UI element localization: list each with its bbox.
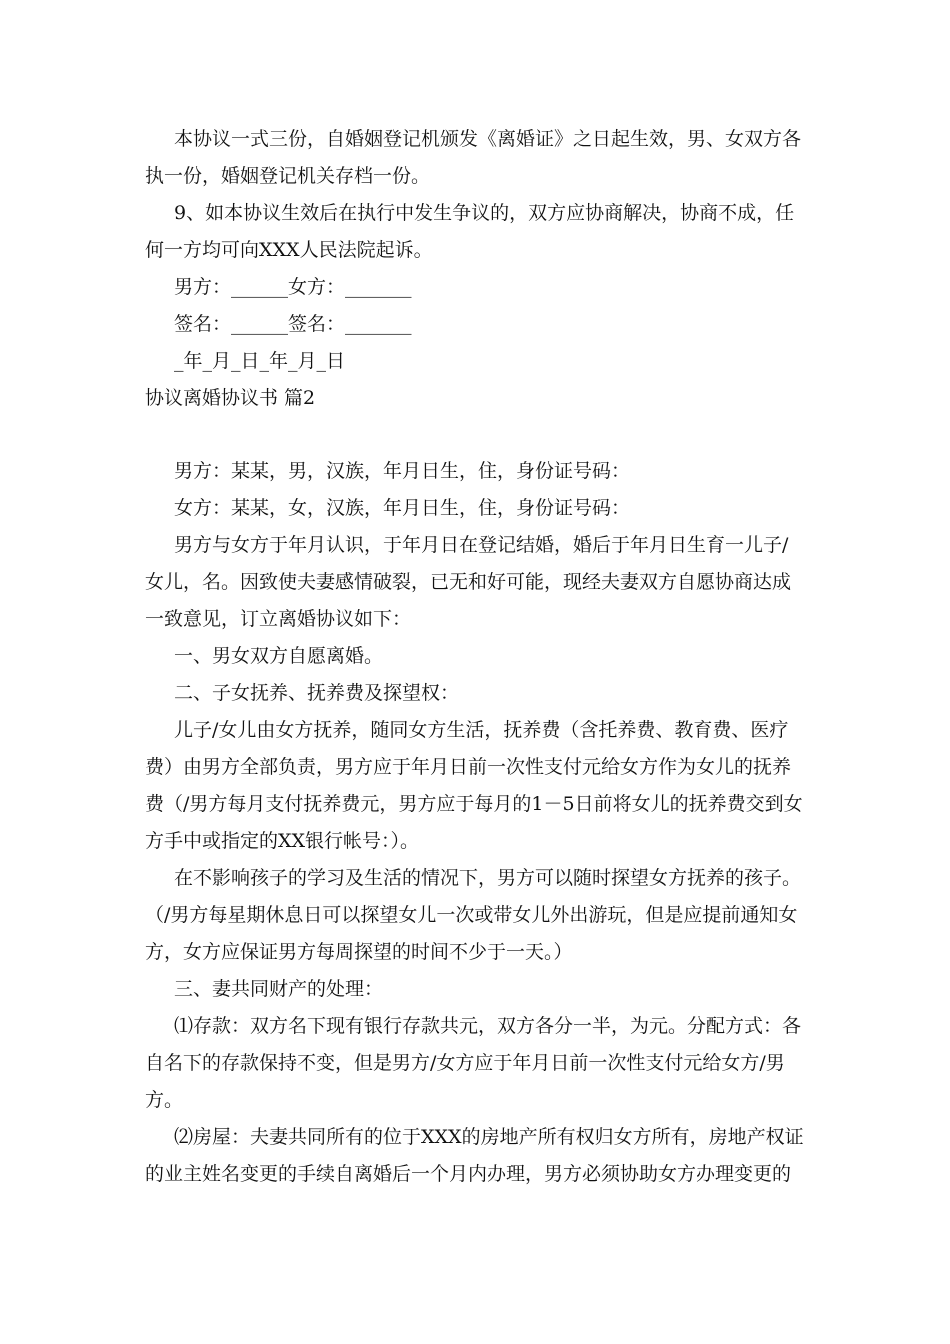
paragraph-background: 男方与女方于年月认识，于年月日在登记结婚，婚后于年月日生育一儿子/女儿，名。因致使夫妻感情破裂，已无和好可能，现经夫妻双方自愿协商达成一致意见，订立离婚协议如下： bbox=[145, 534, 792, 630]
paragraph-agreement-copies: 本协议一式三份，自婚姻登记机颁发《离婚证》之日起生效，男、女双方各执一份，婚姻登记机关存档一份。 bbox=[145, 128, 802, 187]
signature-line-dates: _年_月_日_年_月_日 bbox=[174, 350, 346, 372]
section-heading: 协议离婚协议书 篇2 bbox=[145, 387, 316, 409]
paragraph-property: ⑵房屋：夫妻共同所有的位于XXX的房地产所有权归女方所有，房地产权证的业主姓名变更的手续自离婚后一个月内办理，男方必须协助女方办理变更的 bbox=[145, 1126, 804, 1185]
paragraph-child-support: 儿子/女儿由女方抚养，随同女方生活，抚养费（含托养费、教育费、医疗费）由男方全部负责，男方应于年月日前一次性支付元给女方作为女儿的抚养费（/男方每月支付抚养费元，男方应于每月的1－5日前将女儿的抚养费交到女方手中或指定的XX银行帐号：）。 bbox=[145, 719, 803, 852]
paragraph-male-party: 男方：某某，男，汉族，年月日生，住，身份证号码： bbox=[174, 460, 631, 482]
paragraph-dispute-clause: 9、如本协议生效后在执行中发生争议的，双方应协商解决，协商不成，任何一方均可向XXX人民法院起诉。 bbox=[145, 202, 795, 261]
clause-3-heading: 三、妻共同财产的处理： bbox=[174, 978, 384, 1000]
paragraph-female-party: 女方：某某，女，汉族，年月日生，住，身份证号码： bbox=[174, 497, 631, 519]
paragraph-visitation: 在不影响孩子的学习及生活的情况下，男方可以随时探望女方抚养的孩子。（/男方每星期休息日可以探望女儿一次或带女儿外出游玩，但是应提前通知女方，女方应保证男方每周探望的时间不少于一天。） bbox=[145, 867, 802, 963]
signature-line-parties: 男方：______女方：_______ bbox=[174, 276, 412, 298]
clause-1-divorce: 一、男女双方自愿离婚。 bbox=[174, 645, 384, 667]
clause-2-heading: 二、子女抚养、抚养费及探望权： bbox=[174, 682, 460, 704]
blank-line bbox=[145, 417, 805, 453]
signature-line-signatures: 签名：______签名：_______ bbox=[174, 313, 412, 335]
document-body bbox=[145, 121, 805, 1193]
paragraph-deposits: ⑴存款：双方名下现有银行存款共元，双方各分一半，为元。分配方式：各自名下的存款保持不变，但是男方/女方应于年月日前一次性支付元给女方/男方。 bbox=[145, 1015, 802, 1111]
